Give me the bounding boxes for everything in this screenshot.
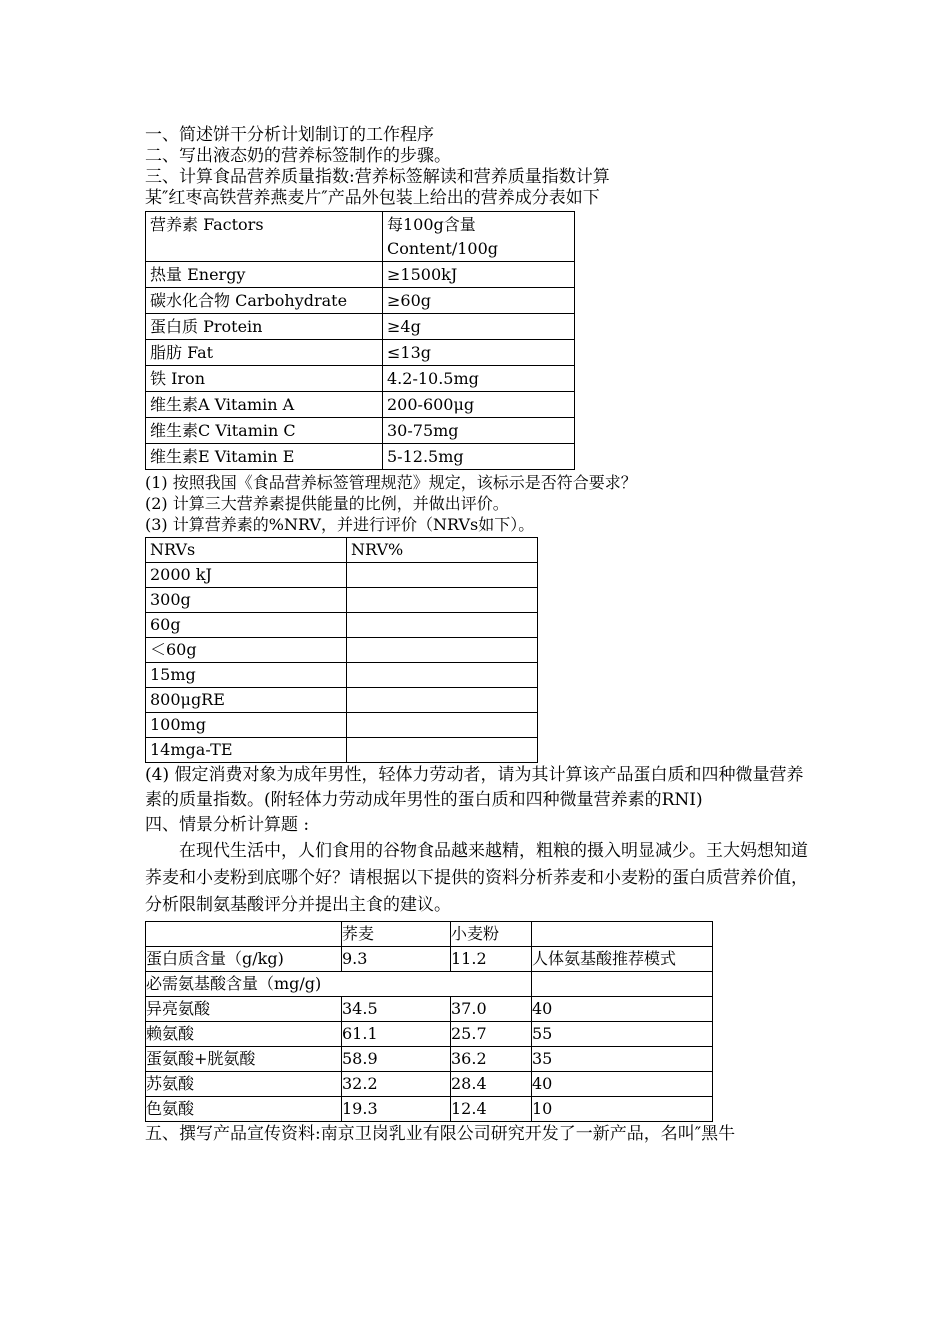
table-cell: 热量 Energy — [146, 262, 383, 288]
table-cell: 100mg — [146, 713, 347, 738]
table-cell: ≥60g — [383, 288, 575, 314]
table-cell: 60g — [146, 613, 347, 638]
table-header-row — [146, 922, 713, 947]
table-cell: 铁 Iron — [146, 366, 383, 392]
table-row — [146, 738, 538, 763]
table-cell: 36.2 — [451, 1047, 532, 1072]
table-cell: 9.3 — [342, 947, 451, 972]
table-row — [146, 392, 575, 418]
table-cell — [347, 588, 538, 613]
table-cell — [532, 972, 713, 997]
scenario-text: 在现代生活中，人们食用的谷物食品越来越精，粗粮的摄入明显减少。王大妈想知道荞麦和小麦粉到底哪个好？请根据以下提供的资料分析荞麦和小麦粉的蛋白质营养价值，分析限制氨基酸评分并提出主食的建议。 — [145, 841, 808, 915]
table-row — [146, 262, 575, 288]
table-row — [146, 688, 538, 713]
table-row — [146, 418, 575, 444]
table-cell — [347, 738, 538, 763]
table-cell: 人体氨基酸推荐模式 — [532, 947, 713, 972]
table-cell: 维生素E Vitamin E — [146, 444, 383, 470]
table-cell: 苏氨酸 — [146, 1072, 342, 1097]
table-row — [146, 563, 538, 588]
table-header-cell: 营养素 Factors — [146, 212, 383, 262]
table-cell — [347, 563, 538, 588]
document-page — [145, 125, 825, 1145]
table-row — [146, 638, 538, 663]
table-header-cell: 小麦粉 — [451, 922, 532, 947]
table-cell: ≥4g — [383, 314, 575, 340]
table-cell: 32.2 — [342, 1072, 451, 1097]
table-header-cell: 每100g含量 Content/100g — [383, 212, 575, 262]
table-row — [146, 1072, 713, 1097]
sub-question-4: (4) 假定消费对象为成年男性，轻体力劳动者，请为其计算该产品蛋白质和四种微量营养素的质量指数。(附轻体力劳动成年男性的蛋白质和四种微量营养素的RNI) — [145, 765, 804, 810]
table-row — [146, 288, 575, 314]
table-cell: 37.0 — [451, 997, 532, 1022]
table-cell — [347, 638, 538, 663]
question-5: 五、撰写产品宣传资料:南京卫岗乳业有限公司研究开发了一新产品，名叫″黑牛 — [145, 1124, 736, 1144]
table-row — [146, 366, 575, 392]
table-row — [146, 1097, 713, 1122]
table-header-row — [146, 538, 538, 563]
table-cell: 蛋白质 Protein — [146, 314, 383, 340]
table-cell: 34.5 — [342, 997, 451, 1022]
table-cell: 800μgRE — [146, 688, 347, 713]
table-cell: 40 — [532, 997, 713, 1022]
table-cell: 200-600μg — [383, 392, 575, 418]
table-cell: 脂肪 Fat — [146, 340, 383, 366]
table-cell: 异亮氨酸 — [146, 997, 342, 1022]
table-row — [146, 972, 713, 997]
nrv-table — [145, 537, 538, 763]
table-cell: ＜60g — [146, 638, 347, 663]
table-row — [146, 1047, 713, 1072]
table-cell: 必需氨基酸含量（mg/g) — [146, 972, 451, 997]
table-cell: 28.4 — [451, 1072, 532, 1097]
table-cell: 10 — [532, 1097, 713, 1122]
table-row — [146, 713, 538, 738]
question-4: 四、情景分析计算题 : — [145, 815, 310, 835]
sub-question-3: (3) 计算营养素的%NRV，并进行评价（NRVs如下）。 — [145, 515, 535, 534]
table-cell: 蛋氨酸+胱氨酸 — [146, 1047, 342, 1072]
table-cell: 40 — [532, 1072, 713, 1097]
question-1: 一、简述饼干分析计划制订的工作程序 — [145, 125, 434, 145]
nutrition-table — [145, 211, 575, 470]
table-cell: 蛋白质含量（g/kg) — [146, 947, 342, 972]
table-cell: 15mg — [146, 663, 347, 688]
table-cell — [347, 663, 538, 688]
table-header-cell: 荞麦 — [342, 922, 451, 947]
table-row — [146, 997, 713, 1022]
table-row — [146, 314, 575, 340]
table-cell — [347, 713, 538, 738]
table-cell — [347, 688, 538, 713]
table-header-cell — [532, 922, 713, 947]
table-cell: 19.3 — [342, 1097, 451, 1122]
sub-question-1: (1) 按照我国《食品营养标签管理规范》规定，该标示是否符合要求？ — [145, 473, 637, 492]
table-cell: 11.2 — [451, 947, 532, 972]
table-cell: 4.2-10.5mg — [383, 366, 575, 392]
table-cell: 色氨酸 — [146, 1097, 342, 1122]
table-cell — [347, 613, 538, 638]
table-cell: 赖氨酸 — [146, 1022, 342, 1047]
table-cell: 碳水化合物 Carbohydrate — [146, 288, 383, 314]
table-header-cell — [146, 922, 342, 947]
amino-acid-table — [145, 921, 713, 1122]
table-row — [146, 947, 713, 972]
table-row — [146, 1022, 713, 1047]
table-header-cell: NRV% — [347, 538, 538, 563]
table-cell: ≥1500kJ — [383, 262, 575, 288]
table-row — [146, 340, 575, 366]
table-row — [146, 444, 575, 470]
table-cell: 35 — [532, 1047, 713, 1072]
table-cell: 58.9 — [342, 1047, 451, 1072]
question-3-intro: 某″红枣高铁营养燕麦片″产品外包装上给出的营养成分表如下 — [145, 188, 600, 208]
table-row — [146, 588, 538, 613]
table-cell: 12.4 — [451, 1097, 532, 1122]
table-cell: 25.7 — [451, 1022, 532, 1047]
question-3: 三、计算食品营养质量指数:营养标签解读和营养质量指数计算 — [145, 167, 610, 187]
question-2: 二、写出液态奶的营养标签制作的步骤。 — [145, 146, 451, 166]
table-cell: 维生素A Vitamin A — [146, 392, 383, 418]
table-cell: 维生素C Vitamin C — [146, 418, 383, 444]
table-cell: 5-12.5mg — [383, 444, 575, 470]
table-header-cell: NRVs — [146, 538, 347, 563]
table-cell: 2000 kJ — [146, 563, 347, 588]
table-cell: 55 — [532, 1022, 713, 1047]
table-row — [146, 663, 538, 688]
sub-question-2: (2) 计算三大营养素提供能量的比例，并做出评价。 — [145, 494, 509, 513]
table-row — [146, 613, 538, 638]
table-cell: 61.1 — [342, 1022, 451, 1047]
table-cell: 14mga-TE — [146, 738, 347, 763]
table-cell: 30-75mg — [383, 418, 575, 444]
table-cell: 300g — [146, 588, 347, 613]
table-cell: ≤13g — [383, 340, 575, 366]
table-header-row — [146, 212, 575, 262]
table-cell — [451, 972, 532, 997]
